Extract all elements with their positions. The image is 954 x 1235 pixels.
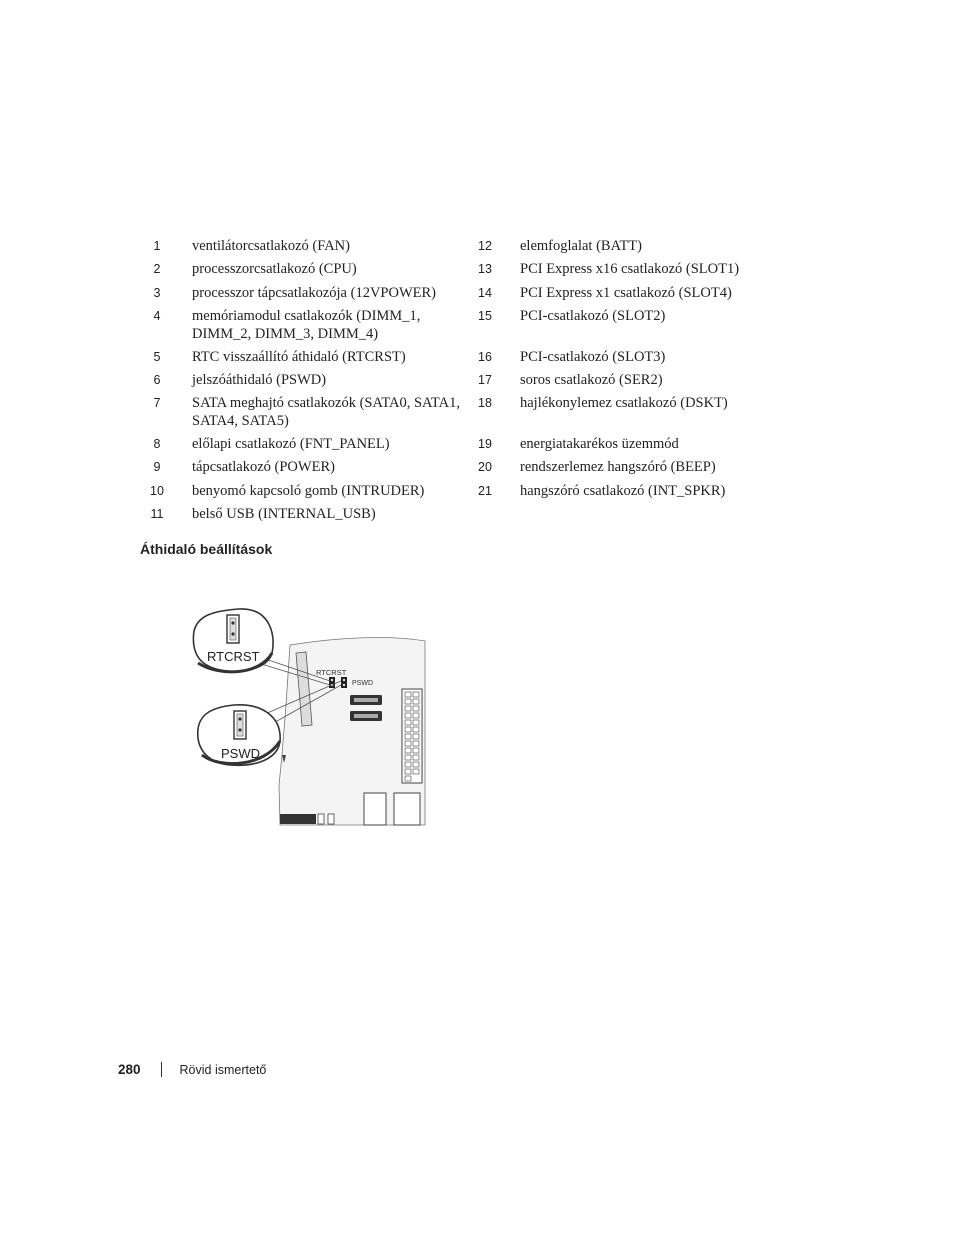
legend-item bbox=[150, 307, 460, 343]
legend-item-text: processzorcsatlakozó (CPU) bbox=[192, 261, 357, 277]
legend-item-number: 7 bbox=[153, 396, 161, 410]
legend-item-number: 2 bbox=[153, 262, 161, 276]
legend-item-number: 16 bbox=[478, 350, 492, 364]
rtcrst-jumper-board bbox=[329, 677, 335, 688]
legend-item-number: 14 bbox=[478, 286, 492, 300]
legend-item-number: 8 bbox=[153, 437, 161, 451]
legend-item bbox=[150, 348, 460, 366]
legend-item-number: 1 bbox=[153, 239, 161, 253]
legend-item-text: SATA meghajtó csatlakozók (SATA0, SATA1, SATA4, SATA5) bbox=[192, 395, 460, 429]
rtcrst-callout bbox=[193, 609, 273, 672]
legend-item bbox=[150, 237, 460, 255]
page-footer bbox=[118, 1062, 266, 1077]
pswd-board-label: PSWD bbox=[352, 680, 373, 687]
legend-item-number: 17 bbox=[478, 373, 492, 387]
pswd-callout bbox=[198, 705, 280, 765]
legend-item-text: RTC visszaállító áthidaló (RTCRST) bbox=[192, 349, 406, 365]
legend-item-number: 3 bbox=[153, 286, 161, 300]
legend-item-number: 11 bbox=[150, 507, 164, 521]
legend-item-text: tápcsatlakozó (POWER) bbox=[192, 459, 335, 475]
legend-item-number: 5 bbox=[153, 350, 161, 364]
legend-item-text: energiatakarékos üzemmód bbox=[520, 436, 679, 452]
legend-item-number: 21 bbox=[478, 484, 492, 498]
legend-item-text: hangszóró csatlakozó (INT_SPKR) bbox=[520, 483, 726, 499]
legend-item-text: ventilátorcsatlakozó (FAN) bbox=[192, 238, 350, 254]
rtcrst-callout-label: RTCRST bbox=[207, 649, 260, 664]
legend-item-number: 15 bbox=[478, 309, 492, 323]
legend-item-text: hajlékonylemez csatlakozó (DSKT) bbox=[520, 395, 728, 411]
legend-item-number: 10 bbox=[150, 484, 164, 498]
legend-item bbox=[150, 371, 460, 389]
legend-item-text: elemfoglalat (BATT) bbox=[520, 238, 642, 254]
legend-item-number: 18 bbox=[478, 396, 492, 410]
legend-item-number: 20 bbox=[478, 460, 492, 474]
footer-section-title: Rövid ismertető bbox=[179, 1062, 267, 1077]
bottom-connector bbox=[280, 814, 316, 824]
legend-item-text: memóriamodul csatlakozók (DIMM_1, DIMM_2, DIMM_3, DIMM_4) bbox=[192, 308, 421, 342]
legend-item-text: PCI-csatlakozó (SLOT2) bbox=[520, 308, 666, 324]
legend-item bbox=[478, 307, 778, 325]
page-number: 280 bbox=[118, 1062, 141, 1077]
legend-item bbox=[150, 394, 460, 430]
legend-item bbox=[150, 260, 460, 278]
legend-item bbox=[478, 284, 778, 302]
legend-item-text: rendszerlemez hangszóró (BEEP) bbox=[520, 459, 716, 475]
legend-item bbox=[478, 435, 778, 453]
legend-item bbox=[478, 482, 778, 500]
legend-item bbox=[150, 505, 460, 523]
legend-item-text: belső USB (INTERNAL_USB) bbox=[192, 506, 376, 522]
legend-item-text: PCI Express x16 csatlakozó (SLOT1) bbox=[520, 261, 740, 277]
legend-item-text: PCI Express x1 csatlakozó (SLOT4) bbox=[520, 285, 732, 301]
section-heading: Áthidaló beállítások bbox=[140, 541, 273, 557]
slot bbox=[364, 793, 386, 825]
legend-item bbox=[150, 284, 460, 302]
legend-item-text: PCI-csatlakozó (SLOT3) bbox=[520, 349, 666, 365]
rtcrst-board-label: RTCRST bbox=[316, 668, 347, 677]
legend-item-number: 4 bbox=[153, 309, 161, 323]
legend-item bbox=[478, 237, 778, 255]
legend-item-number: 13 bbox=[478, 262, 492, 276]
footer-divider bbox=[161, 1062, 162, 1077]
legend-item-text: processzor tápcsatlakozója (12VPOWER) bbox=[192, 285, 437, 301]
legend-item-text: előlapi csatlakozó (FNT_PANEL) bbox=[192, 436, 390, 452]
legend-item-number: 9 bbox=[153, 460, 161, 474]
jumper-diagram bbox=[190, 605, 430, 829]
legend-item bbox=[150, 458, 460, 476]
legend-item bbox=[478, 348, 778, 366]
legend-item-number: 19 bbox=[478, 437, 492, 451]
legend-item bbox=[150, 435, 460, 453]
legend-item-text: soros csatlakozó (SER2) bbox=[520, 372, 663, 388]
slot bbox=[394, 793, 420, 825]
legend-item-number: 12 bbox=[478, 239, 492, 253]
legend-item-number: 6 bbox=[153, 373, 161, 387]
legend-item bbox=[478, 458, 778, 476]
legend-item bbox=[478, 260, 778, 278]
pswd-callout-label: PSWD bbox=[221, 746, 260, 761]
legend-item-text: jelszóáthidaló (PSWD) bbox=[192, 372, 327, 388]
pswd-jumper-board bbox=[341, 677, 347, 688]
legend-item-text: benyomó kapcsoló gomb (INTRUDER) bbox=[192, 483, 425, 499]
legend-item bbox=[478, 394, 778, 412]
legend-item bbox=[478, 371, 778, 389]
legend-item bbox=[150, 482, 460, 500]
